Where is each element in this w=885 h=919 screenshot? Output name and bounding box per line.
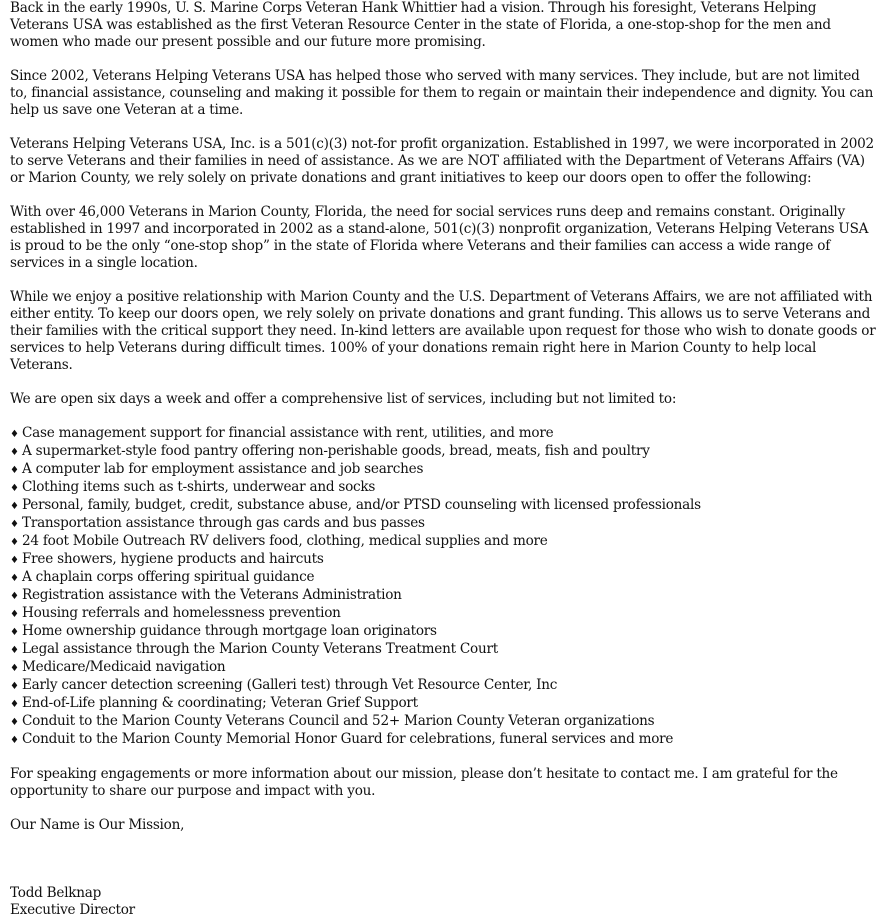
list-item: ♦ Free showers, hygiene products and haircuts xyxy=(10,551,324,567)
diamond-bullet-icon: ♦ xyxy=(10,537,19,548)
diamond-bullet-icon: ♦ xyxy=(10,447,19,458)
list-item: ♦ 24 foot Mobile Outreach RV delivers food, clothing, medical supplies and more xyxy=(10,533,548,549)
list-item: ♦ Legal assistance through the Marion County Veterans Treatment Court xyxy=(10,641,498,657)
paragraph-affiliation: While we enjoy a positive relationship with Marion County and the U.S. Department of Veterans Affairs, we are not affiliated with either entity. To keep our doors open, we rely solely on private donations and grant funding. This allows us to serve Veterans and their families with the critical support they need. In-kind letters are available upon request for those who wish to donate goods or services to help Veterans during difficult times. 100% of your donations remain right here in Marion County to help local Veterans. xyxy=(10,289,876,373)
diamond-bullet-icon: ♦ xyxy=(10,627,19,638)
services-list xyxy=(10,425,876,749)
letter-body xyxy=(10,0,876,919)
diamond-bullet-icon: ♦ xyxy=(10,501,19,512)
list-item: ♦ Case management support for financial assistance with rent, utilities, and more xyxy=(10,425,554,441)
diamond-bullet-icon: ♦ xyxy=(10,591,19,602)
list-item: ♦ Early cancer detection screening (Galleri test) through Vet Resource Center, Inc xyxy=(10,677,558,693)
diamond-bullet-icon: ♦ xyxy=(10,645,19,656)
diamond-bullet-icon: ♦ xyxy=(10,429,19,440)
paragraph-history: Back in the early 1990s, U. S. Marine Corps Veteran Hank Whittier had a vision. Through his foresight, Veterans Helping Veterans USA was established as the first Veteran Resource Center in the state of Florida, a one-stop-shop for the men and women who made our present possible and our future more promising. xyxy=(10,0,831,50)
diamond-bullet-icon: ♦ xyxy=(10,699,19,710)
list-item: ♦ Registration assistance with the Veterans Administration xyxy=(10,587,402,603)
diamond-bullet-icon: ♦ xyxy=(10,735,19,746)
diamond-bullet-icon: ♦ xyxy=(10,663,19,674)
signer-name: Todd Belknap xyxy=(10,885,102,901)
list-item: ♦ Medicare/Medicaid navigation xyxy=(10,659,226,675)
diamond-bullet-icon: ♦ xyxy=(10,555,19,566)
signature-block xyxy=(10,885,876,919)
signer-title: Executive Director xyxy=(10,902,135,918)
list-item: ♦ Conduit to the Marion County Memorial Honor Guard for celebrations, funeral services and more xyxy=(10,731,674,747)
list-item: ♦ Clothing items such as t-shirts, underwear and socks xyxy=(10,479,376,495)
list-item: ♦ A chaplain corps offering spiritual guidance xyxy=(10,569,315,585)
signature-space xyxy=(10,851,876,885)
list-item: ♦ A supermarket-style food pantry offering non-perishable goods, bread, meats, fish and poultry xyxy=(10,443,650,459)
list-item: ♦ Home ownership guidance through mortgage loan originators xyxy=(10,623,437,639)
list-item: ♦ Housing referrals and homelessness prevention xyxy=(10,605,341,621)
list-item: ♦ End-of-Life planning & coordinating; Veteran Grief Support xyxy=(10,695,418,711)
diamond-bullet-icon: ♦ xyxy=(10,519,19,530)
sign-off: Our Name is Our Mission, xyxy=(10,817,185,833)
paragraph-nonprofit-status: Veterans Helping Veterans USA, Inc. is a 501(c)(3) not-for profit organization. Established in 1997, we were incorporated in 2002 to serve Veterans and their families in need of assistance. As we are NOT affiliated with the Department of Veterans Affairs (VA) or Marion County, we rely solely on private donations and grant initiatives to keep our doors open to offer the following: xyxy=(10,136,874,186)
diamond-bullet-icon: ♦ xyxy=(10,483,19,494)
paragraph-since-2002: Since 2002, Veterans Helping Veterans USA has helped those who served with many services. They include, but are not limited to, financial assistance, counseling and making it possible for them to regain or maintain their independence and dignity. You can help us save one Veteran at a time. xyxy=(10,68,874,118)
diamond-bullet-icon: ♦ xyxy=(10,609,19,620)
paragraph-marion-county: With over 46,000 Veterans in Marion County, Florida, the need for social services runs deep and remains constant. Originally established in 1997 and incorporated in 2002 as a stand-alone, 501(c)(3) nonprofit organization, Veterans Helping Veterans USA is proud to be the only “one-stop shop” in the state of Florida where Veterans and their families can access a wide range of services in a single location. xyxy=(10,204,869,271)
list-item: ♦ Transportation assistance through gas cards and bus passes xyxy=(10,515,425,531)
diamond-bullet-icon: ♦ xyxy=(10,573,19,584)
paragraph-closing: For speaking engagements or more information about our mission, please don’t hesitate to contact me. I am grateful for the opportunity to share our purpose and impact with you. xyxy=(10,766,838,799)
diamond-bullet-icon: ♦ xyxy=(10,681,19,692)
diamond-bullet-icon: ♦ xyxy=(10,465,19,476)
list-item: ♦ A computer lab for employment assistance and job searches xyxy=(10,461,424,477)
paragraph-services-intro: We are open six days a week and offer a comprehensive list of services, including but not limited to: xyxy=(10,391,677,407)
diamond-bullet-icon: ♦ xyxy=(10,717,19,728)
list-item: ♦ Conduit to the Marion County Veterans Council and 52+ Marion County Veteran organizations xyxy=(10,713,655,729)
list-item: ♦ Personal, family, budget, credit, substance abuse, and/or PTSD counseling with licensed professionals xyxy=(10,497,701,513)
